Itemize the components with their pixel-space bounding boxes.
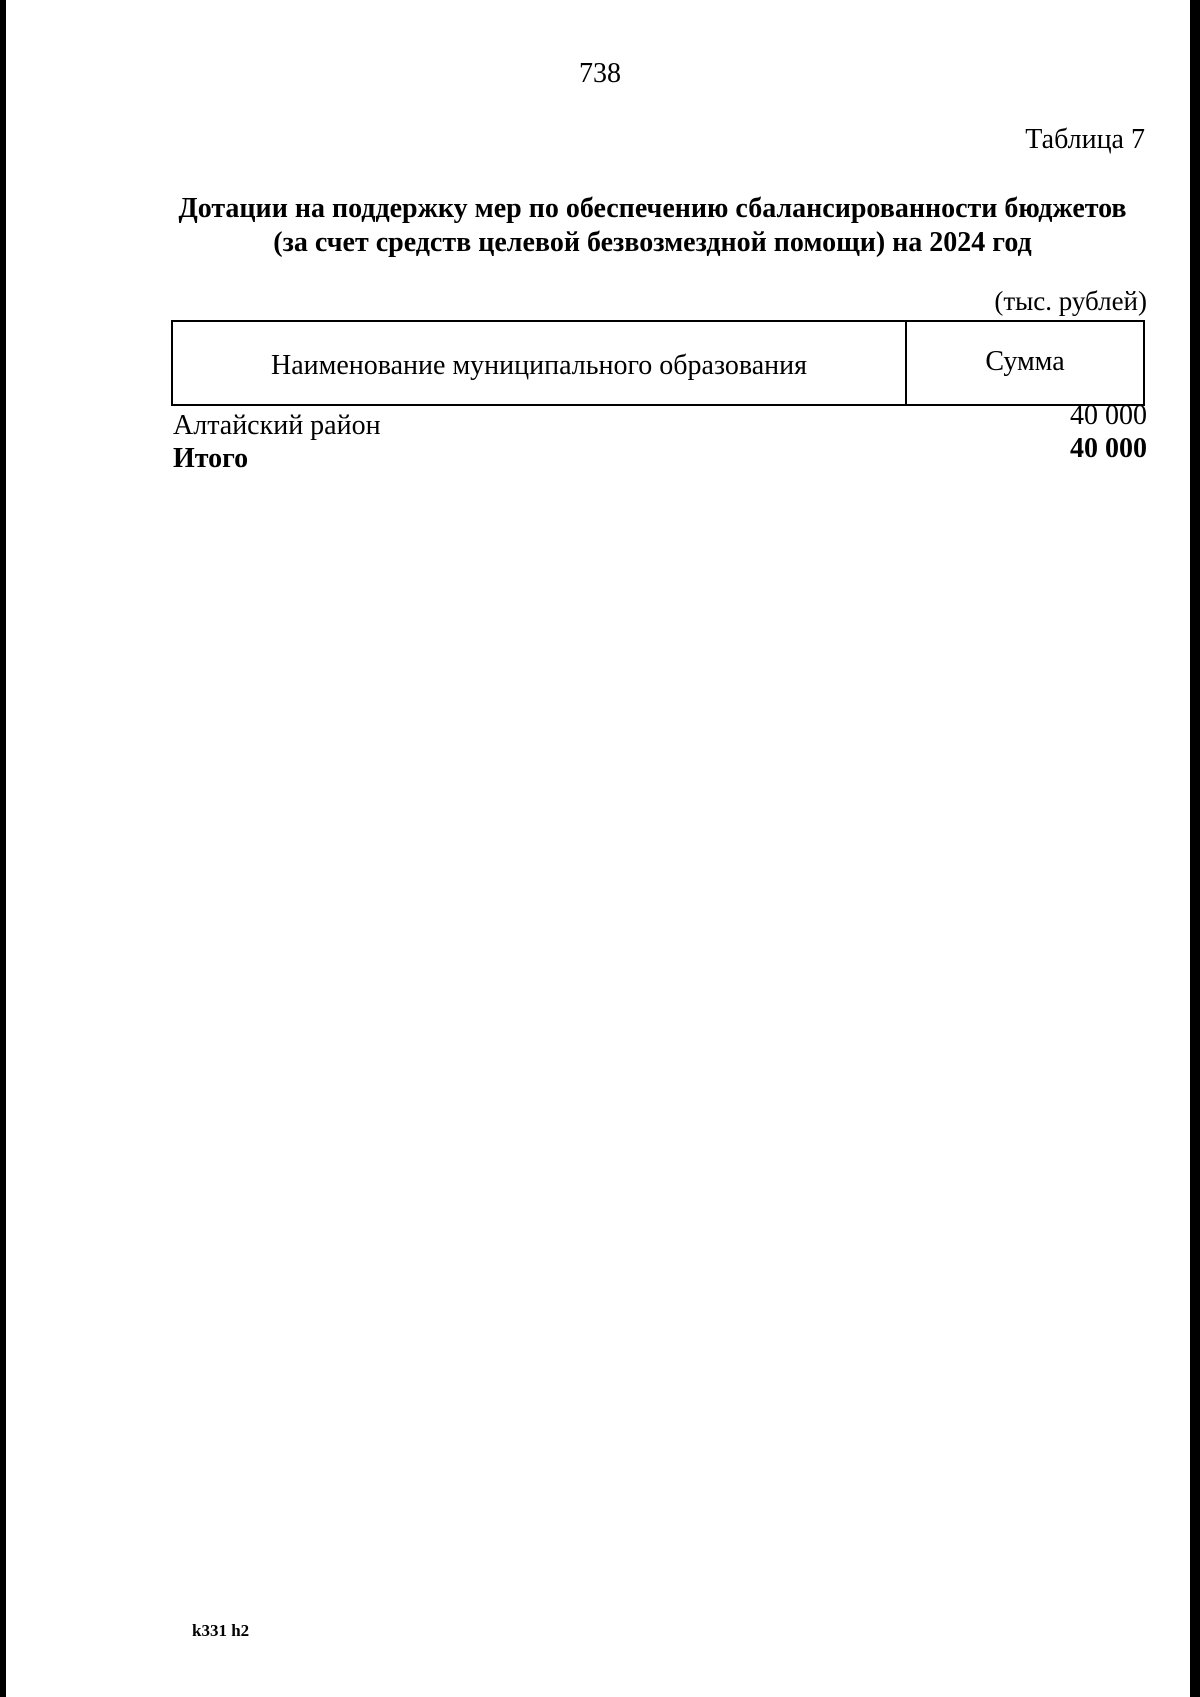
title-line-2: (за счет средств целевой безвозмездной помощи) на 2024 год — [273, 227, 1032, 258]
scan-border-right — [1190, 0, 1200, 1697]
header-name-column: Наименование муниципального образования — [173, 322, 907, 404]
footer-code: k331 h2 — [192, 1621, 250, 1640]
table-label: Таблица 7 — [1025, 124, 1145, 155]
units-label: (тыс. рублей) — [994, 286, 1147, 316]
total-row — [173, 433, 1147, 474]
header-sum-column: Сумма — [985, 346, 1065, 377]
total-label: Итого — [173, 443, 249, 474]
title-line-1: Дотации на поддержку мер по обеспечению сбалансированности бюджетов — [178, 193, 1127, 224]
scan-border-left — [0, 0, 6, 1697]
row-name: Алтайский район — [173, 410, 381, 441]
document-title — [160, 192, 1145, 260]
row-value: 40 000 — [1070, 400, 1147, 431]
page-number: 738 — [579, 58, 621, 89]
total-value: 40 000 — [1070, 433, 1147, 464]
table-row — [173, 400, 1147, 441]
table-header — [171, 320, 1145, 406]
